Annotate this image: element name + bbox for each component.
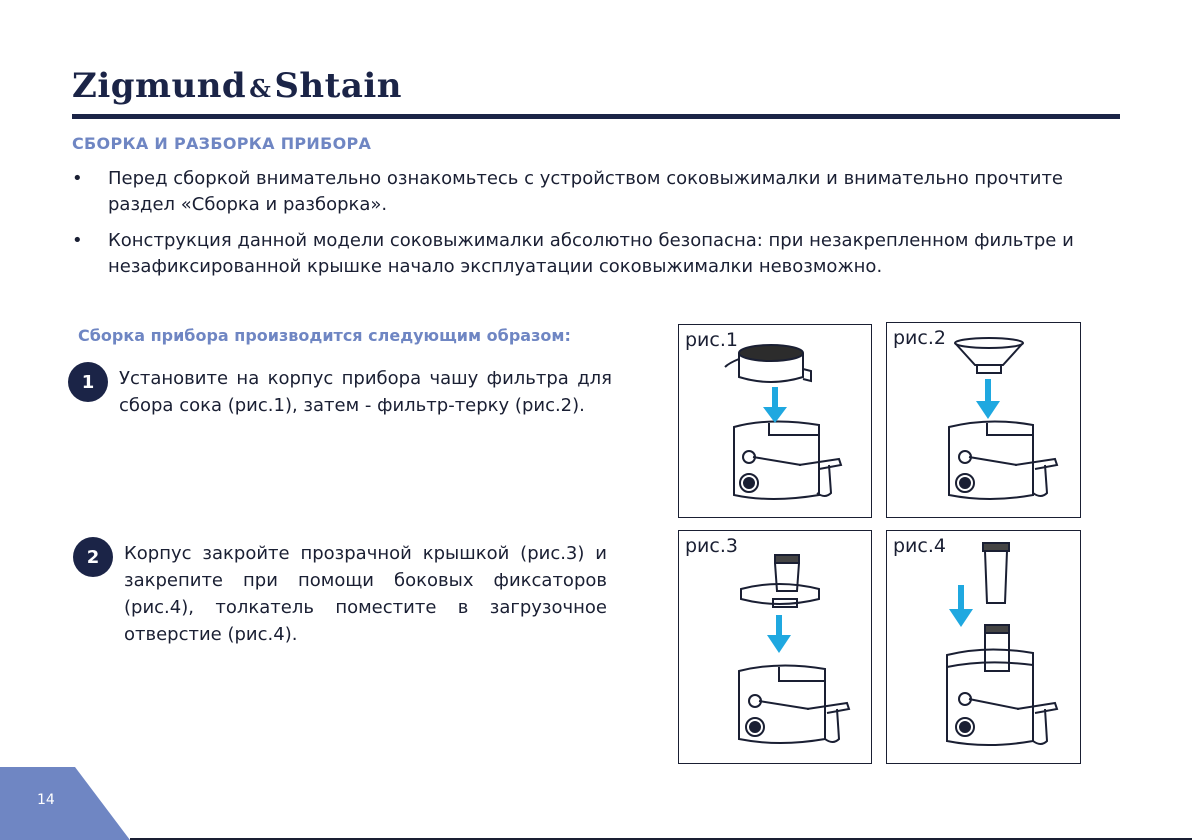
bullet-dot: • xyxy=(72,168,83,189)
juicer-grater-illustration xyxy=(887,323,1082,519)
bullet-item xyxy=(72,228,1118,280)
step-number-badge: 2 xyxy=(73,537,113,577)
figure-caption: рис.3 xyxy=(685,535,738,557)
figure-4 xyxy=(886,530,1081,764)
bullet-dot: • xyxy=(72,230,83,251)
assembly-intro: Сборка прибора производится следующим образом: xyxy=(78,326,571,345)
logo-ampersand: & xyxy=(249,74,272,103)
logo-part1: Zigmund xyxy=(72,66,247,106)
figure-2 xyxy=(886,322,1081,518)
step-number-badge: 1 xyxy=(68,362,108,402)
page-corner-tab xyxy=(0,767,130,840)
bullet-text: Перед сборкой внимательно ознакомьтесь с устройством соковыжималки и внимательно прочтите раздел «Сборка и разборка». xyxy=(108,168,1064,215)
figure-3 xyxy=(678,530,872,764)
step-1 xyxy=(68,362,612,432)
step-text: Корпус закройте прозрачной крышкой (рис.3) и закрепите при помощи боковых фиксаторов (рис.4), толкатель поместите в загрузочное отверстие (рис.4). xyxy=(124,543,607,645)
bullet-text: Конструкция данной модели соковыжималки абсолютно безопасна: при незакрепленном фильтре и незафиксированной крышке начало эксплуатации соковыжималки невозможно. xyxy=(108,230,1074,277)
section-title: СБОРКА И РАЗБОРКА ПРИБОРА xyxy=(72,134,372,153)
juicer-lid-illustration xyxy=(679,531,873,765)
step-2 xyxy=(73,537,607,657)
figure-caption: рис.4 xyxy=(893,535,946,557)
bullet-list xyxy=(72,166,1118,290)
figure-caption: рис.1 xyxy=(685,329,738,351)
logo-part2: Shtain xyxy=(274,66,403,106)
figure-1 xyxy=(678,324,872,518)
figure-caption: рис.2 xyxy=(893,327,946,349)
brand-logo xyxy=(72,66,402,106)
juicer-pusher-illustration xyxy=(887,531,1082,765)
header-rule xyxy=(72,114,1120,119)
bullet-item xyxy=(72,166,1118,218)
step-text: Установите на корпус прибора чашу фильтра для сбора сока (рис.1), затем - фильтр-терку (рис.2). xyxy=(119,368,612,416)
page-number: 14 xyxy=(37,792,55,808)
down-arrow-icon xyxy=(679,325,873,519)
